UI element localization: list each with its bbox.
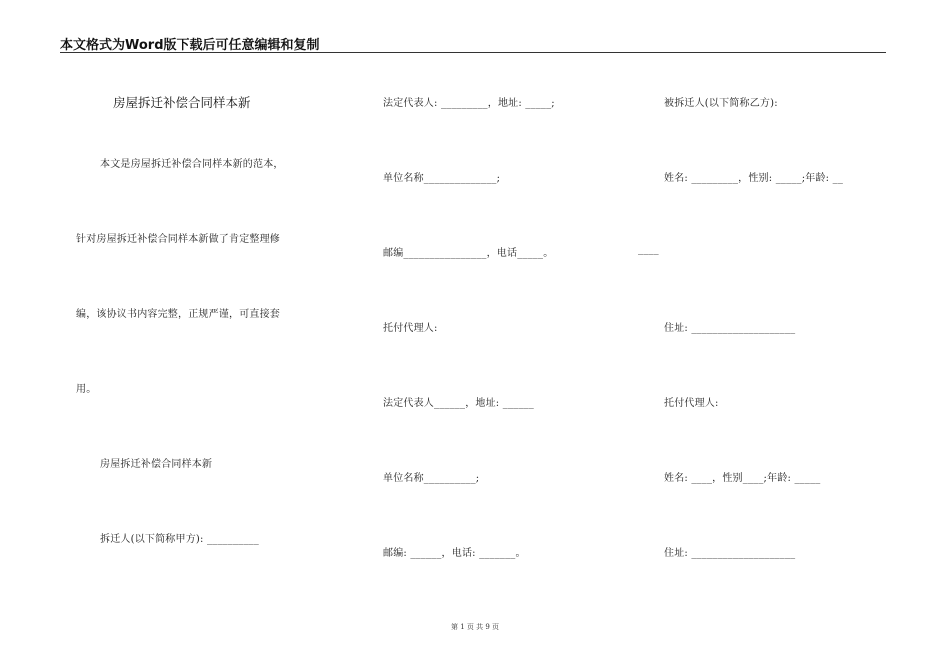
- intro-line-2: 针对房屋拆迁补偿合同样本新做了肯定整理修: [76, 234, 280, 245]
- col3-line-2: 姓名: _________，性别: _____;年龄: __: [664, 173, 844, 184]
- col2-line-6: 单位名称__________;: [383, 473, 480, 484]
- col2-line-4: 托付代理人:: [383, 323, 438, 334]
- party-a-line: 拆迁人(以下简称甲方): __________: [100, 534, 259, 545]
- col2-line-2: 单位名称______________;: [383, 173, 501, 184]
- col2-line-1: 法定代表人: _________，地址: _____;: [383, 98, 555, 109]
- col3-line-6: 姓名: ____，性别____;年龄: _____: [664, 473, 821, 484]
- col3-line-5: 托付代理人:: [664, 398, 719, 409]
- col3-line-3: ____: [638, 244, 659, 255]
- subtitle: 房屋拆迁补偿合同样本新: [100, 459, 213, 470]
- intro-line-3: 编，该协议书内容完整，正规严谨，可直接套: [76, 309, 280, 320]
- header-text: 本文格式为Word版下载后可任意编辑和复制: [60, 38, 320, 53]
- col3-line-7: 住址: ____________________: [664, 548, 796, 559]
- col2-line-5: 法定代表人______，地址: ______: [383, 398, 534, 409]
- col2-line-7: 邮编: ______，电话: _______。: [383, 548, 526, 559]
- document-title: 房屋拆迁补偿合同样本新: [113, 95, 251, 110]
- col3-line-4: 住址: ____________________: [664, 323, 796, 334]
- intro-line-1: 本文是房屋拆迁补偿合同样本新的范本，: [100, 159, 284, 170]
- page-header: [60, 34, 886, 53]
- col3-line-1: 被拆迁人(以下简称乙方):: [664, 98, 778, 109]
- intro-line-4: 用。: [76, 384, 97, 395]
- col2-line-3: 邮编________________，电话_____。: [383, 248, 554, 259]
- page-number: 第 1 页 共 9 页: [450, 623, 500, 631]
